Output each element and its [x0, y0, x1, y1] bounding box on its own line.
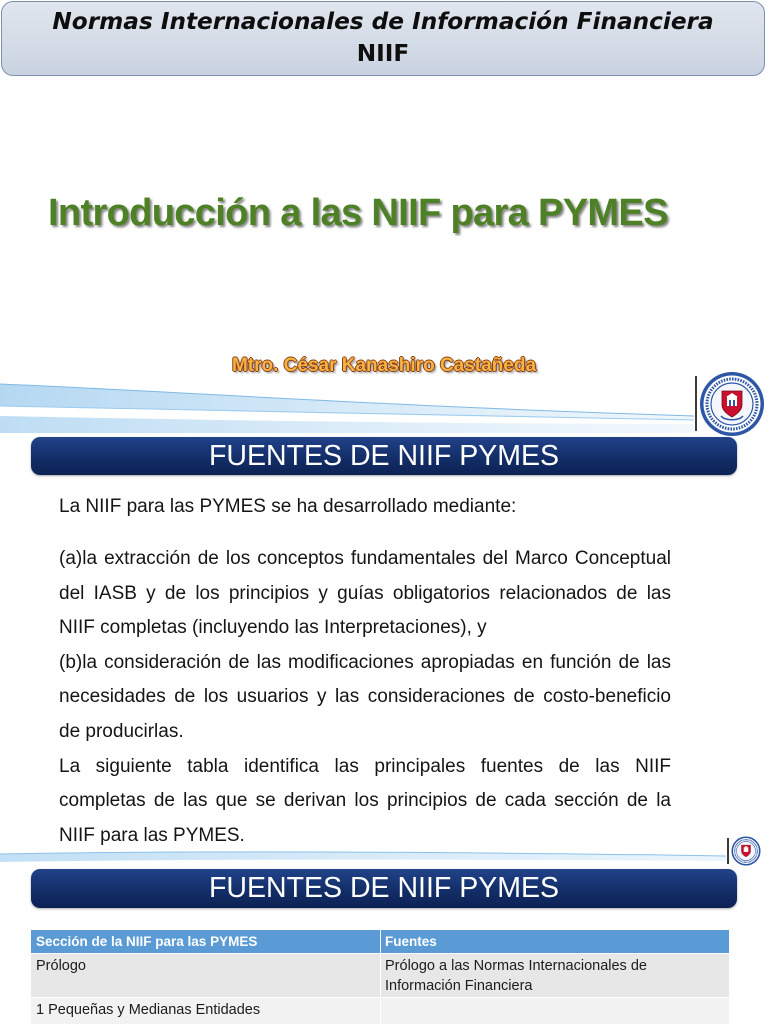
text-line: completas de las que se derivan los principios de cada sección de la	[59, 790, 671, 812]
table-header-cell: Sección de la NIIF para las PYMES	[36, 934, 258, 949]
divider-line	[695, 376, 697, 431]
text-line: (b)la consideración de las modificaciones apropiadas en función de las	[59, 651, 671, 673]
table-cell	[380, 998, 729, 1024]
text-line: NIIF para las PYMES.	[59, 824, 245, 846]
paragraph-table-intro	[59, 750, 671, 854]
university-seal-logo	[699, 371, 765, 437]
course-banner-title: Normas Internacionales de Información Financiera	[52, 8, 714, 35]
decorative-swoosh	[0, 844, 726, 866]
text-line: NIIF completas (incluyendo las Interpretaciones), y	[59, 617, 487, 639]
table-header-row	[31, 930, 729, 953]
text-line: del IASB y de los principios y guías obligatorios relacionados de las	[59, 582, 671, 604]
text-line: de producirlas.	[59, 720, 184, 742]
university-seal-logo	[731, 836, 761, 866]
decorative-swoosh	[0, 376, 694, 433]
table-row	[31, 953, 729, 997]
author-name: Mtro. César Kanashiro Castañeda	[231, 355, 537, 376]
text-line: necesidades de los usuarios y las consideraciones de costo-beneficio	[59, 686, 671, 708]
text-line: La siguiente tabla identifica las principales fuentes de las NIIF	[59, 755, 671, 777]
slide-heading: FUENTES DE NIIF PYMES	[31, 437, 737, 475]
slide-heading: FUENTES DE NIIF PYMES	[31, 869, 737, 908]
presentation-title: Introducción a las NIIF para PYMES	[48, 192, 668, 234]
paragraph-b	[59, 646, 671, 750]
sources-table	[31, 930, 729, 1024]
text-line: (a)la extracción de los conceptos fundamentales del Marco Conceptual	[59, 547, 671, 569]
slide-body	[59, 490, 671, 853]
course-banner	[1, 1, 765, 76]
table-row	[31, 997, 729, 1024]
table-cell: 1 Pequeñas y Medianas Entidades	[36, 1002, 261, 1018]
intro-sentence: La NIIF para las PYMES se ha desarrollado mediante:	[59, 496, 517, 517]
table-cell: Prólogo	[36, 958, 86, 974]
course-banner-acronym: NIIF	[356, 40, 410, 67]
table-cell: Prólogo a las Normas Internacionales de Información Financiera	[380, 954, 729, 997]
table-header-cell: Fuentes	[380, 930, 729, 953]
divider-line	[727, 838, 729, 864]
paragraph-a	[59, 542, 671, 646]
